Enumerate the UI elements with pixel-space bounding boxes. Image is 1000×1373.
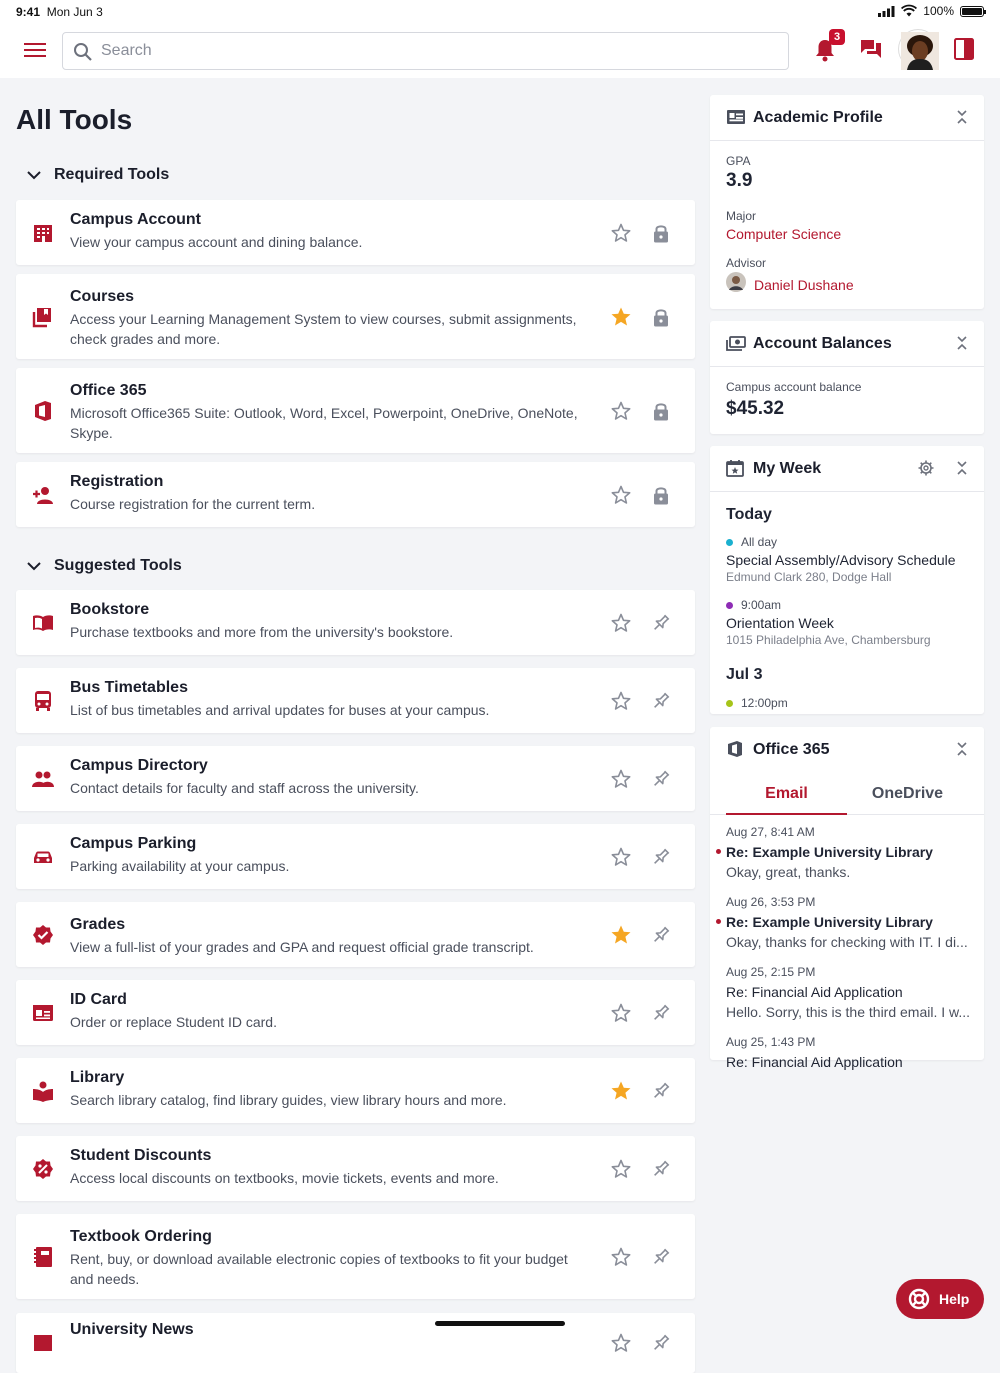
favorite-toggle[interactable] [610, 400, 632, 422]
academic-profile-panel [710, 95, 984, 309]
book-open-icon [32, 612, 54, 634]
office-icon [726, 740, 744, 758]
collapse-icon[interactable] [956, 460, 968, 476]
favorite-toggle[interactable] [610, 1158, 632, 1180]
pin-icon [650, 1332, 672, 1354]
collapse-icon[interactable] [956, 335, 968, 351]
pin-button[interactable] [650, 1002, 672, 1024]
discount-icon [32, 1158, 54, 1180]
gear-icon[interactable] [918, 460, 934, 476]
required-tools-header[interactable] [26, 166, 169, 184]
favorite-toggle[interactable] [610, 306, 632, 328]
email-preview: Okay, thanks for checking with IT. I di... [726, 934, 968, 950]
my-week-panel [710, 446, 984, 714]
star-filled-icon [610, 1080, 632, 1102]
pin-button[interactable] [650, 1246, 672, 1268]
locked-indicator [650, 222, 672, 244]
home-indicator [435, 1321, 565, 1326]
wifi-icon [901, 5, 917, 17]
search-icon [73, 42, 93, 62]
tool-card[interactable] [16, 462, 695, 527]
tool-card[interactable] [16, 746, 695, 811]
email-preview: Hello. Sorry, this is the third email. I w... [726, 1004, 971, 1020]
major-label: Major [726, 209, 757, 223]
pin-button[interactable] [650, 768, 672, 790]
library-icon [32, 1080, 54, 1102]
event-color-dot [726, 539, 733, 546]
tool-description: Search library catalog, find library guides, view library hours and more. [70, 1092, 507, 1108]
email-item[interactable] [726, 965, 971, 1020]
news-icon [32, 1332, 54, 1354]
status-indicators [878, 4, 984, 18]
people-icon [32, 768, 54, 790]
tool-description: Access your Learning Management System to view courses, submit assignments, check grades and more. [70, 311, 577, 347]
pin-button[interactable] [650, 1158, 672, 1180]
chat-icon [860, 38, 882, 60]
unread-dot [716, 849, 721, 854]
tab-onedrive[interactable]: OneDrive [871, 785, 944, 802]
person-add-icon [32, 484, 54, 506]
avatar-image [901, 32, 939, 70]
star-outline-icon [610, 1332, 632, 1354]
star-outline-icon [610, 222, 632, 244]
email-date: Aug 26, 3:53 PM [726, 895, 816, 909]
section-label: Required Tools [54, 166, 170, 183]
help-button[interactable] [896, 1279, 984, 1319]
star-outline-icon [610, 1158, 632, 1180]
top-bar [0, 24, 1000, 78]
tool-card[interactable] [16, 902, 695, 967]
status-time: 9:41 Mon Jun 3 [16, 5, 103, 19]
profile-card-icon [726, 108, 746, 126]
favorite-toggle[interactable] [610, 222, 632, 244]
lifebuoy-icon [908, 1288, 930, 1310]
section-label: Suggested Tools [54, 557, 182, 574]
tool-card[interactable] [16, 980, 695, 1045]
panel-title: My Week [753, 460, 822, 477]
unread-dot [716, 919, 721, 924]
locked-indicator [650, 306, 672, 328]
office-icon [32, 400, 54, 422]
star-outline-icon [610, 846, 632, 868]
favorite-toggle[interactable] [610, 690, 632, 712]
account-balances-panel [710, 321, 984, 434]
star-outline-icon [610, 400, 632, 422]
pin-icon [650, 1246, 672, 1268]
event-item[interactable] [726, 598, 931, 647]
pin-button[interactable] [650, 1332, 672, 1354]
balance-label: Campus account balance [726, 380, 862, 394]
pin-button[interactable] [650, 846, 672, 868]
event-location: 1015 Philadelphia Ave, Chambersburg [726, 633, 931, 647]
tool-title: Textbook Ordering [70, 1228, 212, 1245]
notification-badge: 3 [829, 29, 845, 45]
pin-button[interactable] [650, 924, 672, 946]
star-outline-icon [610, 1246, 632, 1268]
tool-description: Parking availability at your campus. [70, 858, 290, 874]
pin-button[interactable] [650, 1080, 672, 1102]
tool-card[interactable] [16, 274, 695, 359]
balance-value: $45.32 [726, 398, 785, 419]
gpa-value: 3.9 [726, 170, 753, 191]
lock-icon [650, 400, 672, 422]
advisor-label: Advisor [726, 256, 767, 270]
favorite-toggle[interactable] [610, 1080, 632, 1102]
tool-description: Microsoft Office365 Suite: Outlook, Word, Excel, Powerpoint, OneDrive, OneNote, Skype. [70, 405, 578, 441]
tool-card[interactable] [16, 590, 695, 655]
car-icon [32, 846, 54, 868]
suggested-tools-header[interactable] [26, 557, 182, 575]
office365-panel [710, 727, 984, 1070]
tool-title: Bookstore [70, 601, 150, 618]
email-preview: Okay, great, thanks. [726, 864, 851, 880]
email-subject: Re: Example University Library [726, 844, 933, 860]
next-day-label: Jul 3 [726, 666, 763, 683]
tool-card[interactable] [16, 824, 695, 889]
email-item[interactable] [726, 895, 971, 950]
user-avatar[interactable] [899, 30, 937, 68]
pin-icon [650, 768, 672, 790]
pin-icon [650, 1158, 672, 1180]
collapse-icon[interactable] [956, 109, 968, 125]
main-content [0, 78, 710, 1338]
star-outline-icon [610, 612, 632, 634]
email-date: Aug 25, 2:15 PM [726, 965, 816, 979]
battery-icon [960, 6, 984, 17]
favorite-toggle[interactable] [610, 846, 632, 868]
tool-card[interactable] [16, 1313, 695, 1373]
tool-card[interactable] [16, 368, 695, 453]
email-subject: Re: Financial Aid Application [726, 984, 903, 1000]
today-label: Today [726, 506, 772, 523]
event-time: 12:00pm [741, 696, 788, 710]
tool-title: Grades [70, 916, 126, 933]
tool-title: University News [70, 1321, 194, 1338]
advisor-avatar [726, 272, 746, 292]
collapse-icon[interactable] [956, 741, 968, 757]
tool-description: View a full-list of your grades and GPA and request official grade transcript. [70, 939, 534, 955]
tool-card[interactable] [16, 1058, 695, 1123]
lock-icon [650, 222, 672, 244]
tool-description: Order or replace Student ID card. [70, 1014, 277, 1030]
locked-indicator [650, 484, 672, 506]
favorite-toggle[interactable] [610, 768, 632, 790]
tool-title: Courses [70, 288, 135, 305]
tool-card[interactable] [16, 1214, 695, 1299]
chevron-down-icon [26, 170, 42, 180]
tool-card[interactable] [16, 668, 695, 733]
email-subject: Re: Example University Library [726, 914, 933, 930]
star-filled-icon [610, 924, 632, 946]
tool-title: Office 365 [70, 382, 147, 399]
gpa-label: GPA [726, 154, 751, 168]
tool-title: Student Discounts [70, 1147, 212, 1164]
event-title: Special Assembly/Advisory Schedule [726, 552, 956, 568]
tool-description: Access local discounts on textbooks, movie tickets, events and more. [70, 1170, 499, 1186]
event-location: Edmund Clark 280, Dodge Hall [726, 570, 892, 584]
tool-description: Purchase textbooks and more from the university's bookstore. [70, 624, 454, 640]
sidebar-panel-icon [954, 38, 974, 60]
event-color-dot [726, 700, 733, 707]
event-title: Orientation Week [726, 615, 834, 631]
page-title: All Tools [16, 104, 133, 135]
tab-email[interactable]: Email [726, 773, 847, 815]
panel-title: Office 365 [753, 741, 830, 758]
email-date: Aug 25, 1:43 PM [726, 1035, 816, 1049]
major-link[interactable]: Computer Science [726, 226, 842, 242]
event-time: 9:00am [741, 598, 782, 612]
star-outline-icon [610, 484, 632, 506]
search-input[interactable] [101, 39, 761, 63]
event-color-dot [726, 602, 733, 609]
textbook-icon [32, 1246, 54, 1268]
pin-icon [650, 612, 672, 634]
battery-percent: 100% [923, 4, 954, 18]
pin-icon [650, 1002, 672, 1024]
email-item[interactable] [726, 1035, 971, 1074]
star-outline-icon [610, 1002, 632, 1024]
chevron-down-icon [26, 561, 42, 571]
lock-icon [650, 484, 672, 506]
event-time: All day [741, 535, 778, 549]
star-outline-icon [610, 768, 632, 790]
email-subject: Re: Financial Aid Application [726, 1054, 903, 1070]
lock-icon [650, 306, 672, 328]
pin-icon [650, 924, 672, 946]
favorite-toggle[interactable] [610, 612, 632, 634]
panel-title: Account Balances [753, 335, 892, 352]
tool-description: List of bus timetables and arrival updates for buses at your campus. [70, 702, 490, 718]
pin-icon [650, 846, 672, 868]
favorite-toggle[interactable] [610, 1002, 632, 1024]
locked-indicator [650, 400, 672, 422]
signal-icon [878, 6, 895, 17]
star-filled-icon [610, 306, 632, 328]
office-tabs [710, 773, 984, 815]
tool-title: Bus Timetables [70, 679, 188, 696]
tool-description: Contact details for faculty and staff across the university. [70, 780, 419, 796]
messages-button[interactable] [860, 38, 882, 65]
tool-title: Library [70, 1069, 125, 1086]
verified-badge-icon [32, 924, 54, 946]
menu-button[interactable] [22, 39, 48, 63]
pin-button[interactable] [650, 612, 672, 634]
building-icon [32, 222, 54, 244]
panel-title: Academic Profile [753, 109, 883, 126]
email-item[interactable] [726, 825, 971, 880]
bus-icon [32, 690, 54, 712]
email-date: Aug 27, 8:41 AM [726, 825, 815, 839]
status-bar [0, 0, 1000, 24]
search-box[interactable] [62, 32, 789, 70]
tool-card[interactable] [16, 200, 695, 265]
event-item[interactable] [726, 535, 956, 584]
tool-card[interactable] [16, 1136, 695, 1201]
tool-title: ID Card [70, 991, 127, 1008]
tool-description: Course registration for the current term. [70, 496, 316, 512]
favorite-toggle[interactable] [610, 1246, 632, 1268]
pin-icon [650, 690, 672, 712]
star-outline-icon [610, 690, 632, 712]
tool-title: Campus Account [70, 211, 201, 228]
money-icon [726, 334, 746, 352]
notifications-button[interactable] [814, 31, 841, 67]
advisor-link[interactable]: Daniel Dushane [754, 277, 854, 293]
favorite-toggle[interactable] [610, 1332, 632, 1354]
event-item[interactable] [726, 696, 788, 710]
favorite-toggle[interactable] [610, 924, 632, 946]
books-icon [32, 306, 54, 328]
tool-description: Rent, buy, or download available electronic copies of textbooks to fit your budget and needs. [70, 1251, 568, 1287]
panel-toggle-button[interactable] [954, 38, 974, 65]
tool-title: Campus Directory [70, 757, 208, 774]
pin-icon [650, 1080, 672, 1102]
tool-description: View your campus account and dining balance. [70, 234, 363, 250]
calendar-star-icon [726, 459, 744, 477]
help-label: Help [939, 1291, 970, 1307]
tool-title: Registration [70, 473, 164, 490]
pin-button[interactable] [650, 690, 672, 712]
tool-title: Campus Parking [70, 835, 197, 852]
favorite-toggle[interactable] [610, 484, 632, 506]
id-card-icon [32, 1002, 54, 1024]
